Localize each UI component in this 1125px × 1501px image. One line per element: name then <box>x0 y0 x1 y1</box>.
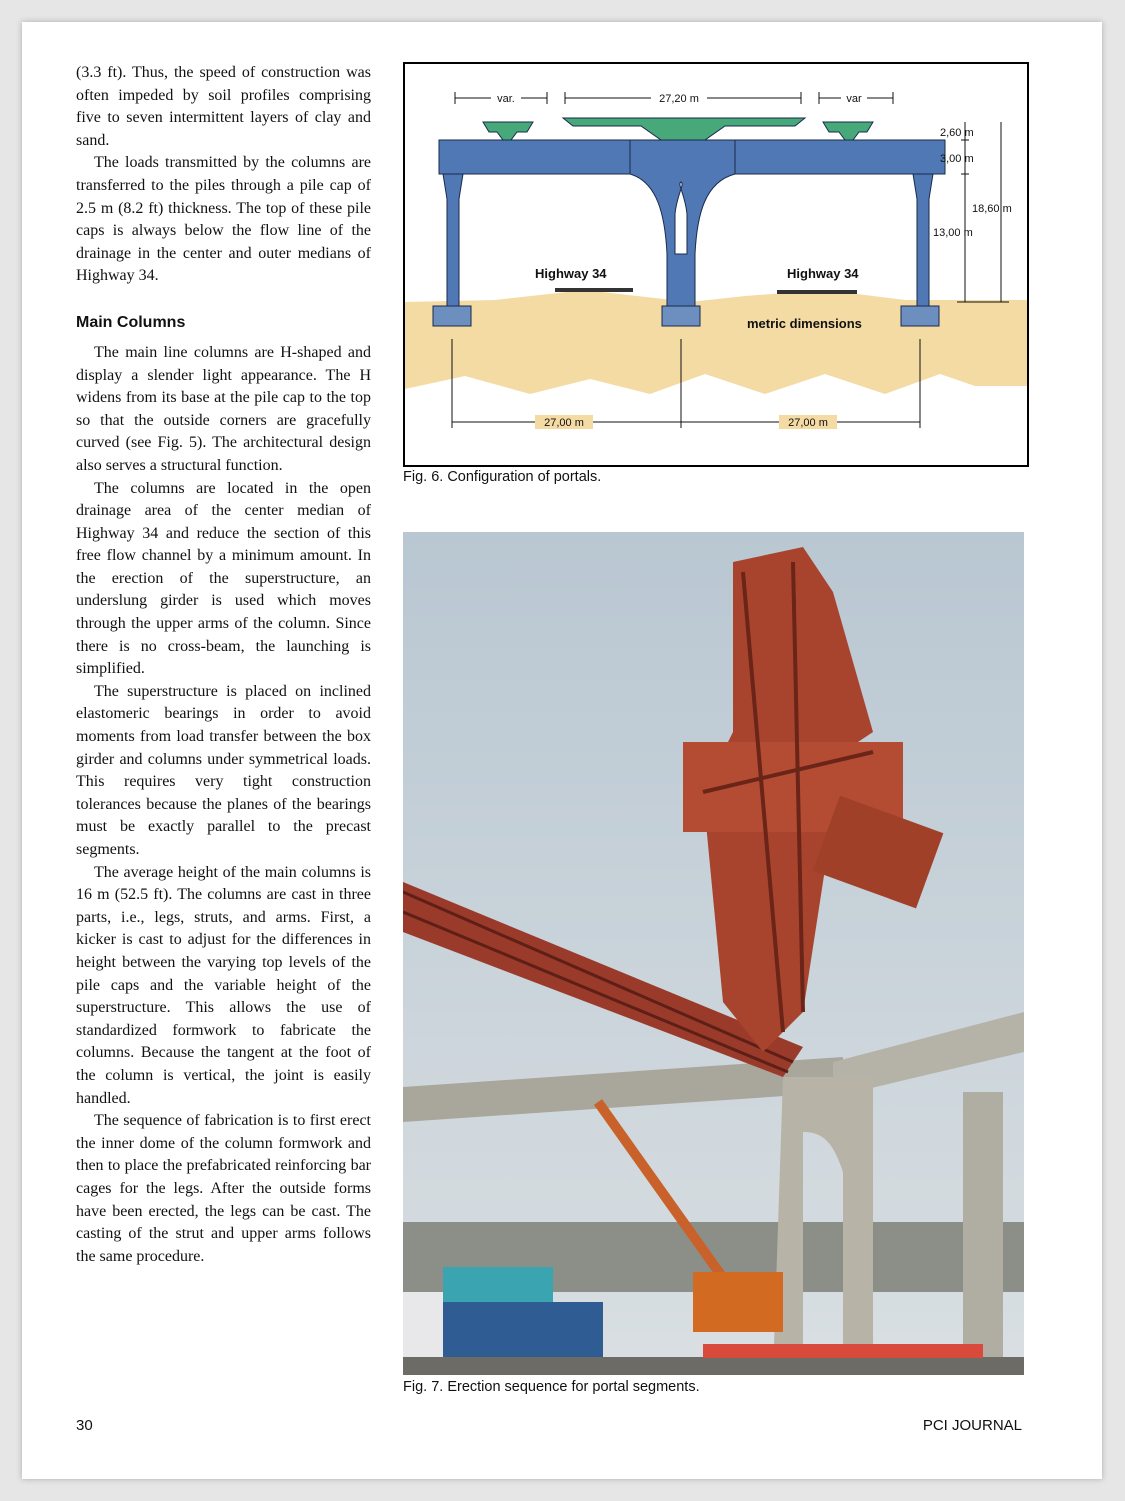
portal-diagram <box>405 64 1027 465</box>
paragraph-3: The main line columns are H-shaped and display a slender light appearance. The H widens from its base at the pile cap to the top so that the outside corners are gracefully curved (see Fig. 5). The architectural design also serves a structural function. <box>76 343 371 474</box>
figure-6-diagram <box>403 62 1029 467</box>
girder-left <box>483 122 533 140</box>
paragraph-2: The loads transmitted by the columns are transferred to the piles through a pile cap of 2.5 m (8.2 ft) thickness. The top of these pile caps is always below the flow line of the drainage in the center and outer medians of Highway 34. <box>76 154 371 285</box>
highway-right-deck <box>777 290 857 294</box>
dim-18-60: 18,60 m <box>972 203 1012 215</box>
column-right <box>913 174 933 306</box>
dim-top: 27,20 m <box>659 93 699 105</box>
dim-var-left: var. <box>497 93 515 105</box>
dim-bottom-left: 27,00 m <box>544 417 584 429</box>
road <box>403 1357 1024 1375</box>
paragraph-5: The superstructure is placed on inclined elastomeric bearings in order to avoid moments from load transfer between the box girder and columns under symmetrical loads. This requires very tight construction tolerances because the planes of the bearings must be exactly parallel to the precast segments. <box>76 682 371 858</box>
girder-right <box>823 122 873 140</box>
highway-label-right: Highway 34 <box>787 266 859 281</box>
pile-cap-left <box>433 306 471 326</box>
pile-cap-right <box>901 306 939 326</box>
figure-7-photo <box>403 532 1024 1375</box>
dim-2-60: 2,60 m <box>940 127 974 139</box>
truck-teal <box>443 1267 553 1302</box>
page-number: 30 <box>76 1417 93 1434</box>
pile-cap-center <box>662 306 700 326</box>
section-heading: Main Columns <box>76 313 186 331</box>
figure-6-caption: Fig. 6. Configuration of portals. <box>403 469 602 485</box>
dim-3-00: 3,00 m <box>940 153 974 165</box>
metric-label: metric dimensions <box>747 316 862 331</box>
paragraph-4: The columns are located in the open drainage area of the center median of Highway 34 and reduce the section of this free flow channel by a minimum amount. In the erection of the superstructure, an underslung girder is used which moves through the upper arms of the column. Since there is no cross-beam, the launching is simplified. <box>76 479 371 678</box>
highway-label-left: Highway 34 <box>535 266 607 281</box>
paragraph-1: (3.3 ft). Thus, the speed of construction was often impeded by soil profiles comprising five to seven intermittent layers of clay and sand. <box>76 64 371 149</box>
truck-blue <box>443 1302 603 1362</box>
barrier <box>703 1344 983 1358</box>
journal-page <box>22 22 1102 1479</box>
crane-body <box>693 1272 783 1332</box>
dim-var-right: var <box>846 93 862 105</box>
girder-center <box>563 118 805 140</box>
paragraph-6: The average height of the main columns is 16 m (52.5 ft). The columns are cast in three parts, i.e., legs, struts, and arms. First, a kicker is cast to adjust for the differences in height between the varying top levels of the pile caps and the variable height of the superstructure. This allows the use of standardized formwork to fabricate the columns. Because the tangent at the foot of the column is vertical, the joint is easily handled. <box>76 863 371 1107</box>
dim-13-00: 13,00 m <box>933 227 973 239</box>
journal-name: PCI JOURNAL <box>922 1417 1022 1434</box>
body-text-column <box>76 62 371 1268</box>
highway-left-deck <box>555 288 633 292</box>
paragraph-7: The sequence of fabrication is to first erect the inner dome of the column formwork and then to place the prefabricated reinforcing bar cages for the legs. After the outside forms have been erected, the legs can be cast. The casting of the strut and upper arms follows the same procedure. <box>76 1112 371 1265</box>
column-left <box>443 174 463 306</box>
figure-7-caption: Fig. 7. Erection sequence for portal segments. <box>403 1379 700 1395</box>
pier-right <box>963 1092 1003 1375</box>
dim-bottom-right: 27,00 m <box>788 417 828 429</box>
